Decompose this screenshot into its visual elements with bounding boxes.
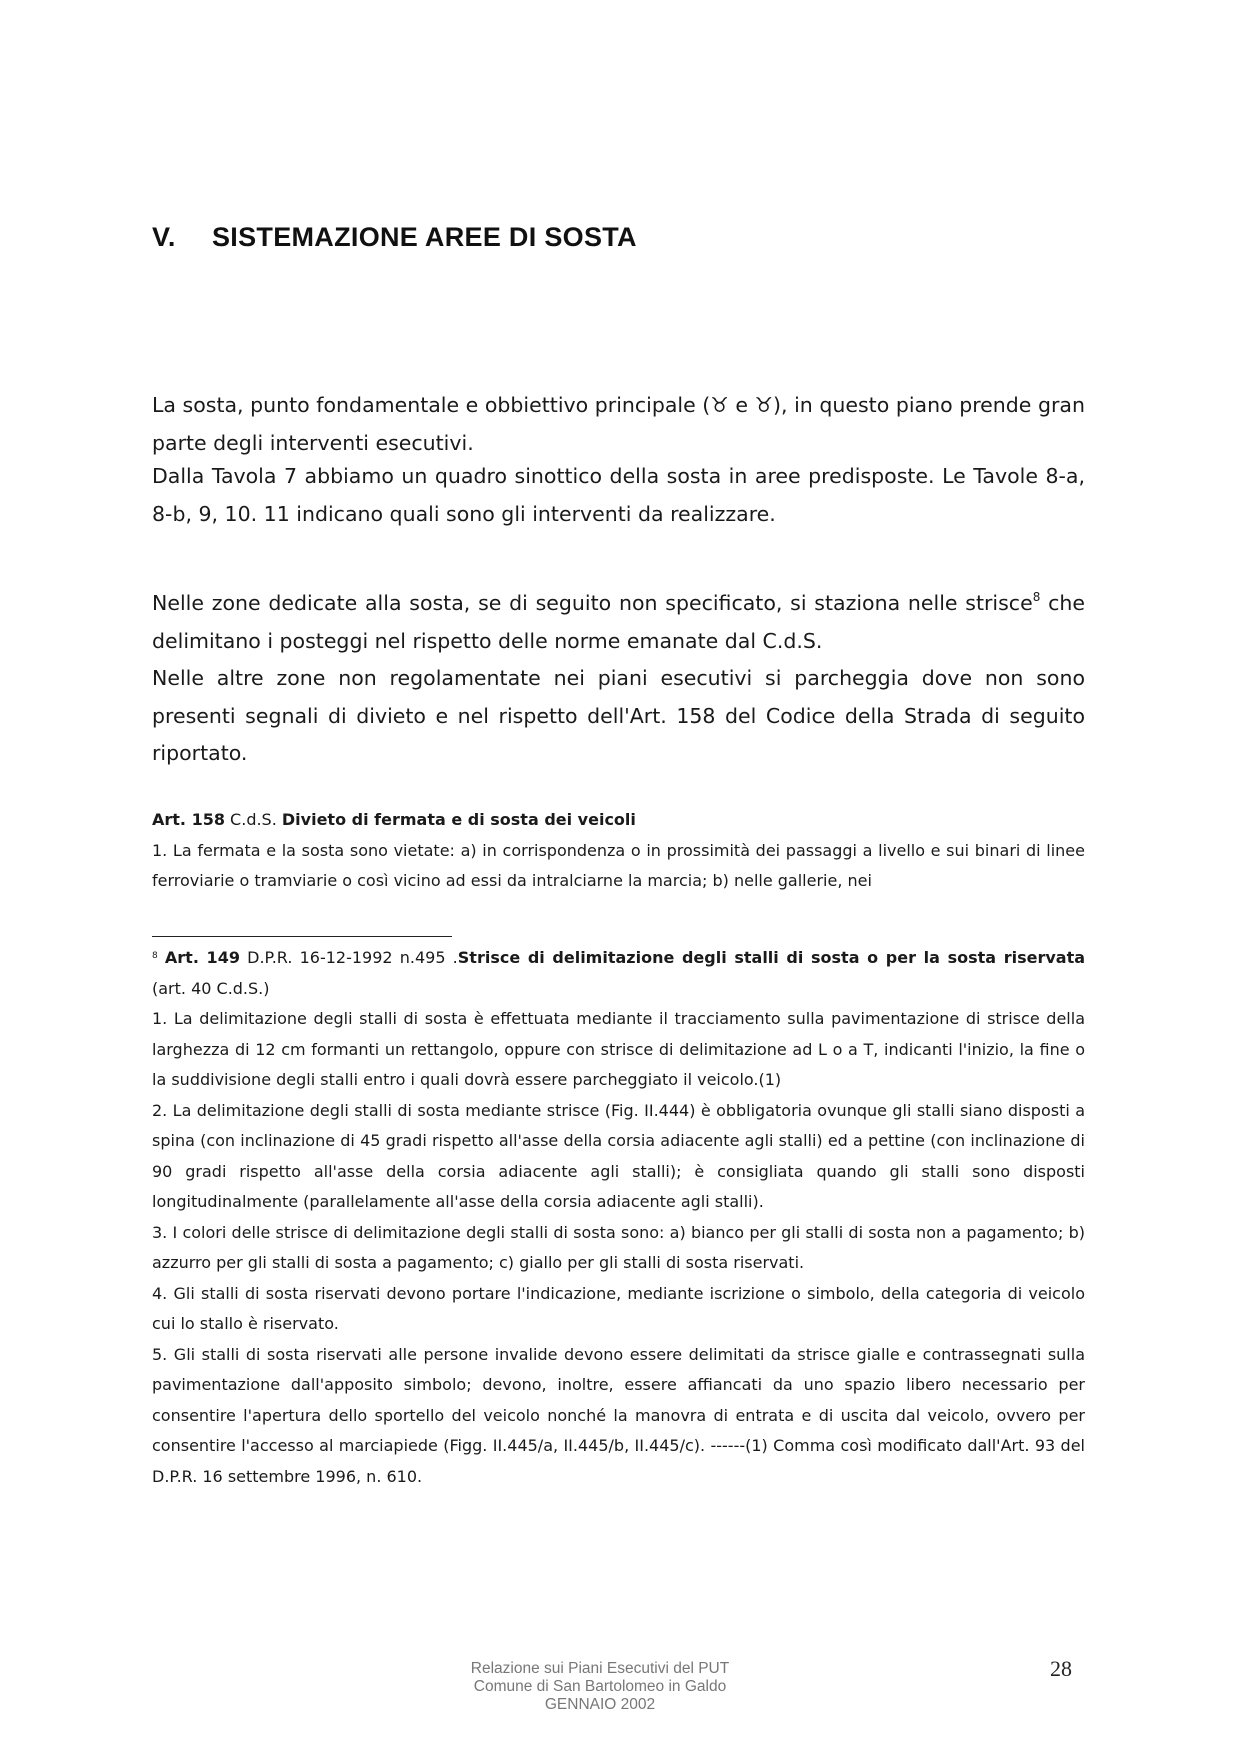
section-heading <box>152 222 637 253</box>
paragraph-intro <box>152 387 1085 462</box>
section-number: V. <box>152 222 176 252</box>
article-label: Art. 158 <box>152 810 225 829</box>
paragraph-tavole <box>152 458 1085 533</box>
footnote-item: 4. Gli stalli di sosta riservati devono portare l'indicazione, mediante iscrizione o simbolo, della categoria di veicolo cui lo stallo è riservato. <box>152 1283 1085 1333</box>
footnote-art-label: Art. 149 <box>164 948 240 967</box>
footnote-marker: 8 <box>152 951 158 961</box>
footnote-item: 2. La delimitazione degli stalli di sosta mediante strisce (Fig. II.444) è obbligatoria ovunque gli stalli siano disposti a spina (con inclinazione di 45 gradi rispetto all'asse della corsia adiacente agli stalli) ed a pettine (con inclinazione di 90 gradi rispetto all'asse della corsia adiacente agli stalli); è consigliata quando gli stalli sono disposti longitudinalmente (parallelamente all'asse della corsia adiacente agli stalli). <box>152 1100 1085 1211</box>
footer-line: GENNAIO 2002 <box>544 1696 656 1713</box>
taurus-symbol-icon: ♉ <box>710 393 729 417</box>
footnote-reference[interactable]: 8 <box>1032 590 1041 604</box>
paragraph-zone-sosta <box>152 579 1085 773</box>
paragraph-text: e <box>728 393 755 417</box>
page-footer <box>400 1660 800 1714</box>
footnote-item: 1. La delimitazione degli stalli di sosta è effettuata mediante il tracciamento sulla pavimentazione di strisce della larghezza di 12 cm formanti un rettangolo, oppure con strisce di delimitazione ad L o a T, indicanti l'inizio, la fine o la suddivisione degli stalli entro i quali dovrà essere parcheggiato il veicolo.(1) <box>152 1009 1085 1089</box>
paragraph-text: che delimitano i posteggi nel rispetto delle norme emanate dal C.d.S. <box>152 591 1085 653</box>
paragraph-text: Nelle zone dedicate alla sosta, se di seguito non specificato, si staziona nelle strisce <box>152 591 1033 615</box>
footnote <box>152 941 1085 1492</box>
paragraph-text: Dalla Tavola 7 abbiamo un quadro sinottico della sosta in aree predisposte. Le Tavole 8-a, 8-b, 9, 10. 11 indicano quali sono gli interventi da realizzare. <box>152 464 1085 526</box>
footnote-ref-tail: (art. 40 C.d.S.) <box>152 978 270 998</box>
article-code: C.d.S. <box>224 810 282 829</box>
article-title: Divieto di fermata e di sosta dei veicoli <box>281 810 636 829</box>
paragraph-text: ), in questo piano prende gran parte degli interventi esecutivi. <box>152 393 1085 455</box>
taurus-symbol-icon: ♉ <box>754 393 774 417</box>
footnote-item: 5. Gli stalli di sosta riservati alle persone invalide devono essere delimitati da strisce gialle e contrassegnati sulla pavimentazione dall'apposito simbolo; devono, inoltre, essere affiancati da uno spazio libero necessario per consentire l'apertura dello sportello del veicolo nonché la manovra di entrata e di uscita dal veicolo, ovvero per consentire l'accesso al marciapiede (Figg. II.445/a, II.445/b, II.445/c). ------(1) Comma così modificato dall'Art. 93 del D.P.R. 16 settembre 1996, n. 610. <box>152 1344 1085 1486</box>
footer-line: Comune di San Bartolomeo in Galdo <box>473 1678 727 1695</box>
section-title: SISTEMAZIONE AREE DI SOSTA <box>212 222 637 252</box>
paragraph-text: La sosta, punto fondamentale e obbiettivo principale ( <box>152 393 711 417</box>
footnote-title: Strisce di delimitazione degli stalli di sosta o per la sosta riservata <box>457 948 1086 967</box>
footnote-item: 3. I colori delle strisce di delimitazione degli stalli di sosta sono: a) bianco per gli stalli di sosta non a pagamento; b) azzurro per gli stalli di sosta a pagamento; c) giallo per gli stalli di sosta riservati. <box>152 1222 1085 1272</box>
page-number: 28 <box>1050 1656 1072 1681</box>
footnote-ref: D.P.R. 16-12-1992 n.495 . <box>239 948 458 967</box>
article-block <box>152 805 1085 897</box>
footer-line: Relazione sui Piani Esecutivi del PUT <box>470 1660 730 1677</box>
article-text: 1. La fermata e la sosta sono vietate: a) in corrispondenza o in prossimità dei passaggi a livello e sui binari di linee ferroviarie o tramviarie o così vicino ad essi da intralciarne la marcia; b) nelle gallerie, nei <box>152 840 1085 890</box>
paragraph-text: Nelle altre zone non regolamentate nei piani esecutivi si parcheggia dove non sono presenti segnali di divieto e nel rispetto dell'Art. 158 del Codice della Strada di seguito riportato. <box>152 666 1085 765</box>
footnote-separator <box>152 936 452 937</box>
